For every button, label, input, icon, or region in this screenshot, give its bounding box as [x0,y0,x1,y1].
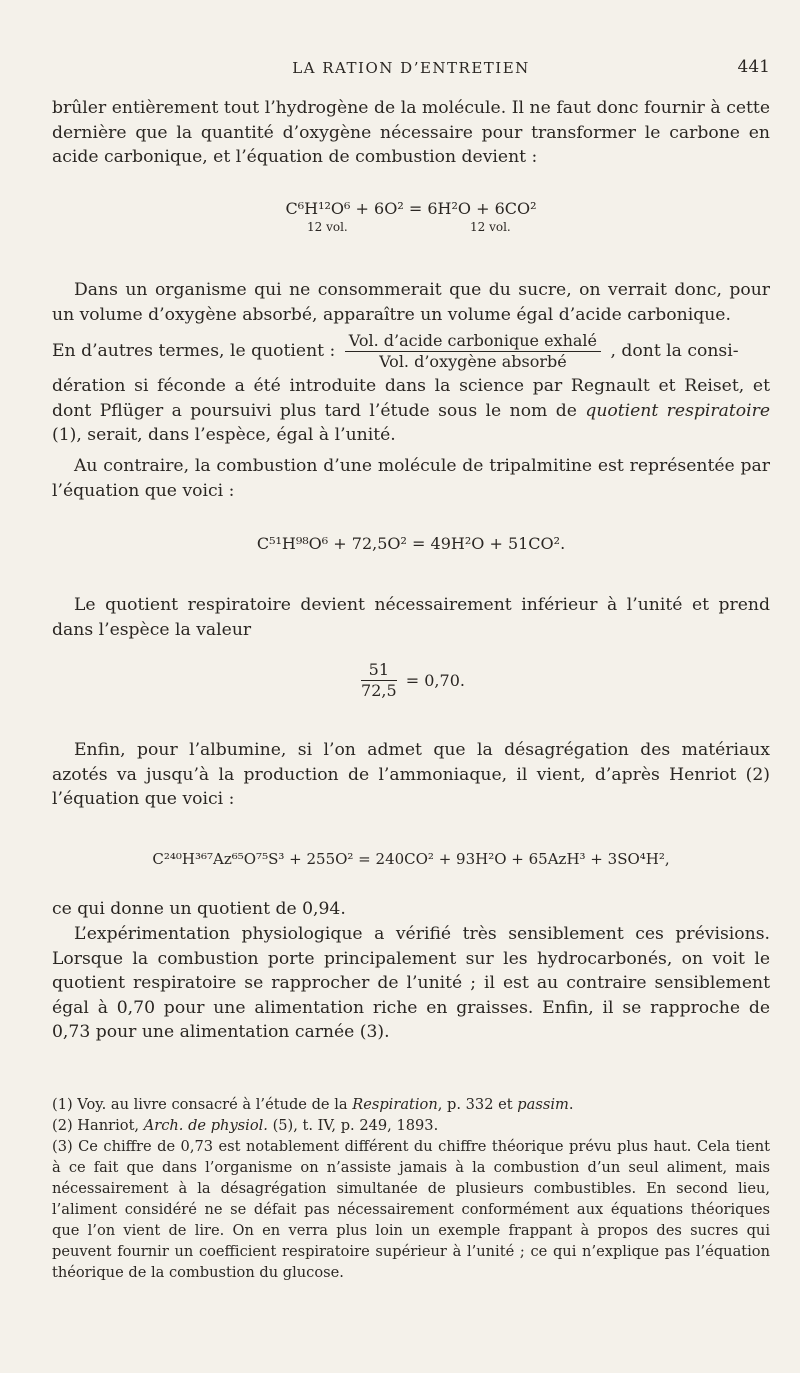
equation-ratio-block [52,660,770,701]
paragraph-text: En d’autres termes, le quotient : [52,341,336,361]
footnote-italic: passim [517,1096,569,1113]
paragraph-8 [52,922,770,1045]
volume-left: 12 vol. [307,220,348,234]
footnote-italic: Arch. de physiol. [143,1117,268,1134]
paragraph-6 [52,738,770,812]
paragraph-text: , dont la consi- [610,341,739,361]
volume-right: 12 vol. [470,220,511,234]
ratio-fraction [361,660,397,701]
footnote-text: (1) Voy. au livre consacré à l’étude de la [52,1096,353,1113]
footnote-3: (3) Ce chiffre de 0,73 est notablement différent du chiffre théorique prévu plus haut. Cela tient à ce fait que dans l’organisme on n’assiste jamais à la combustion d’un seul aliment, mais nécessairement à la désagrégation simultanée de plusieurs combustibles. En second lieu, l’aliment considéré ne se défait pas nécessairement conformément aux équations théoriques que l’on vient de lire. On en verra plus loin un exemple frappant à propos des sucres qui peuvent fournir un coefficient respiratoire supérieur à l’unité ; ce qui n’explique pas l’équation théorique de la combustion du glucose. [52,1138,770,1281]
ratio-result: = 0,70. [405,671,465,690]
paragraph-text: L’expérimentation physiologique a vérifié très sensiblement ces prévisions. Lorsque la combustion porte principalement sur les hydrocarbonés, on voit le quotient respiratoire se rapprocher de l’unité ; il est au contraire sensiblement égal à 0,70 pour une alimentation riche en graisses. Enfin, il se rapproche de 0,73 pour une alimentation carnée (3). [52,924,770,1043]
footnote-text: , p. 332 et [437,1096,518,1113]
footnote-1 [52,1094,770,1115]
italic-term: quotient respiratoire [585,400,770,421]
quotient-denominator: Vol. d’oxygène absorbé [379,352,567,371]
paragraph-1 [52,96,770,170]
paragraph-3 [52,328,770,448]
paragraph-4 [52,454,770,503]
running-title: LA RATION D’ENTRETIEN [292,59,530,77]
equation-tripalmitine: C⁵¹H⁹⁸O⁶ + 72,5O² = 49H²O + 51CO². [256,534,566,553]
paragraph-text: ce qui donne un quotient de 0,94. [52,899,346,919]
paragraph-2 [52,278,770,327]
ratio-numerator: 51 [361,660,397,681]
paragraph-7 [52,897,770,922]
paragraph-5 [52,593,770,642]
paragraph-text: (1), serait, dans l’espèce, égal à l’unité. [52,425,396,446]
footnotes [52,1094,770,1283]
paragraph-text: brûler entièrement tout l’hydrogène de la molécule. Il ne faut donc fournir à cette dernière que la quantité d’oxygène nécessaire pour transformer le carbone en acide carbonique, et l’équation de combustion devient : [52,98,770,168]
footnote-text: (5), t. IV, p. 249, 1893. [267,1117,439,1134]
equation-glucose-block [52,198,770,238]
page-number: 441 [737,57,770,77]
equation-glucose: C⁶H¹²O⁶ + 6O² = 6H²O + 6CO² [285,199,537,218]
equation-volumes [52,220,770,238]
footnote-2 [52,1115,770,1136]
paragraph-text: Le quotient respiratoire devient nécessairement inférieur à l’unité et prend dans l’espèce la valeur [52,595,770,640]
footnote-italic: Respiration [352,1096,438,1113]
paragraph-text: Au contraire, la combustion d’une molécule de tripalmitine est représentée par l’équation que voici : [52,456,770,501]
footnote-text: . [568,1096,574,1113]
paragraph-text: Dans un organisme qui ne consommerait que du sucre, on verrait donc, pour un volume d’oxygène absorbé, apparaître un volume égal d’acide carbonique. [52,280,770,325]
page-header [52,57,770,83]
ratio-denominator: 72,5 [361,681,397,700]
paragraph-text: dération si féconde a été introduite dans la science par Regnault et Reiset, et dont Pflüger a poursuivi plus tard l’étude sous le nom de [52,376,770,421]
quotient-numerator: Vol. d’acide carbonique exhalé [345,331,601,352]
quotient-fraction [345,331,601,372]
equation-albumine-block [52,848,770,870]
equation-albumine: C²⁴⁰H³⁶⁷Az⁶⁵O⁷⁵S³ + 255O² = 240CO² + 93H²O + 65AzH³ + 3SO⁴H², [152,850,670,868]
paragraph-text: Enfin, pour l’albumine, si l’on admet que la désagrégation des matériaux azotés va jusqu’à la production de l’ammoniaque, il vient, d’après Henriot (2) l’équation que voici : [52,740,770,810]
equation-tripalmitine-block [52,533,770,555]
footnote-text: (2) Hanriot, [52,1117,144,1134]
